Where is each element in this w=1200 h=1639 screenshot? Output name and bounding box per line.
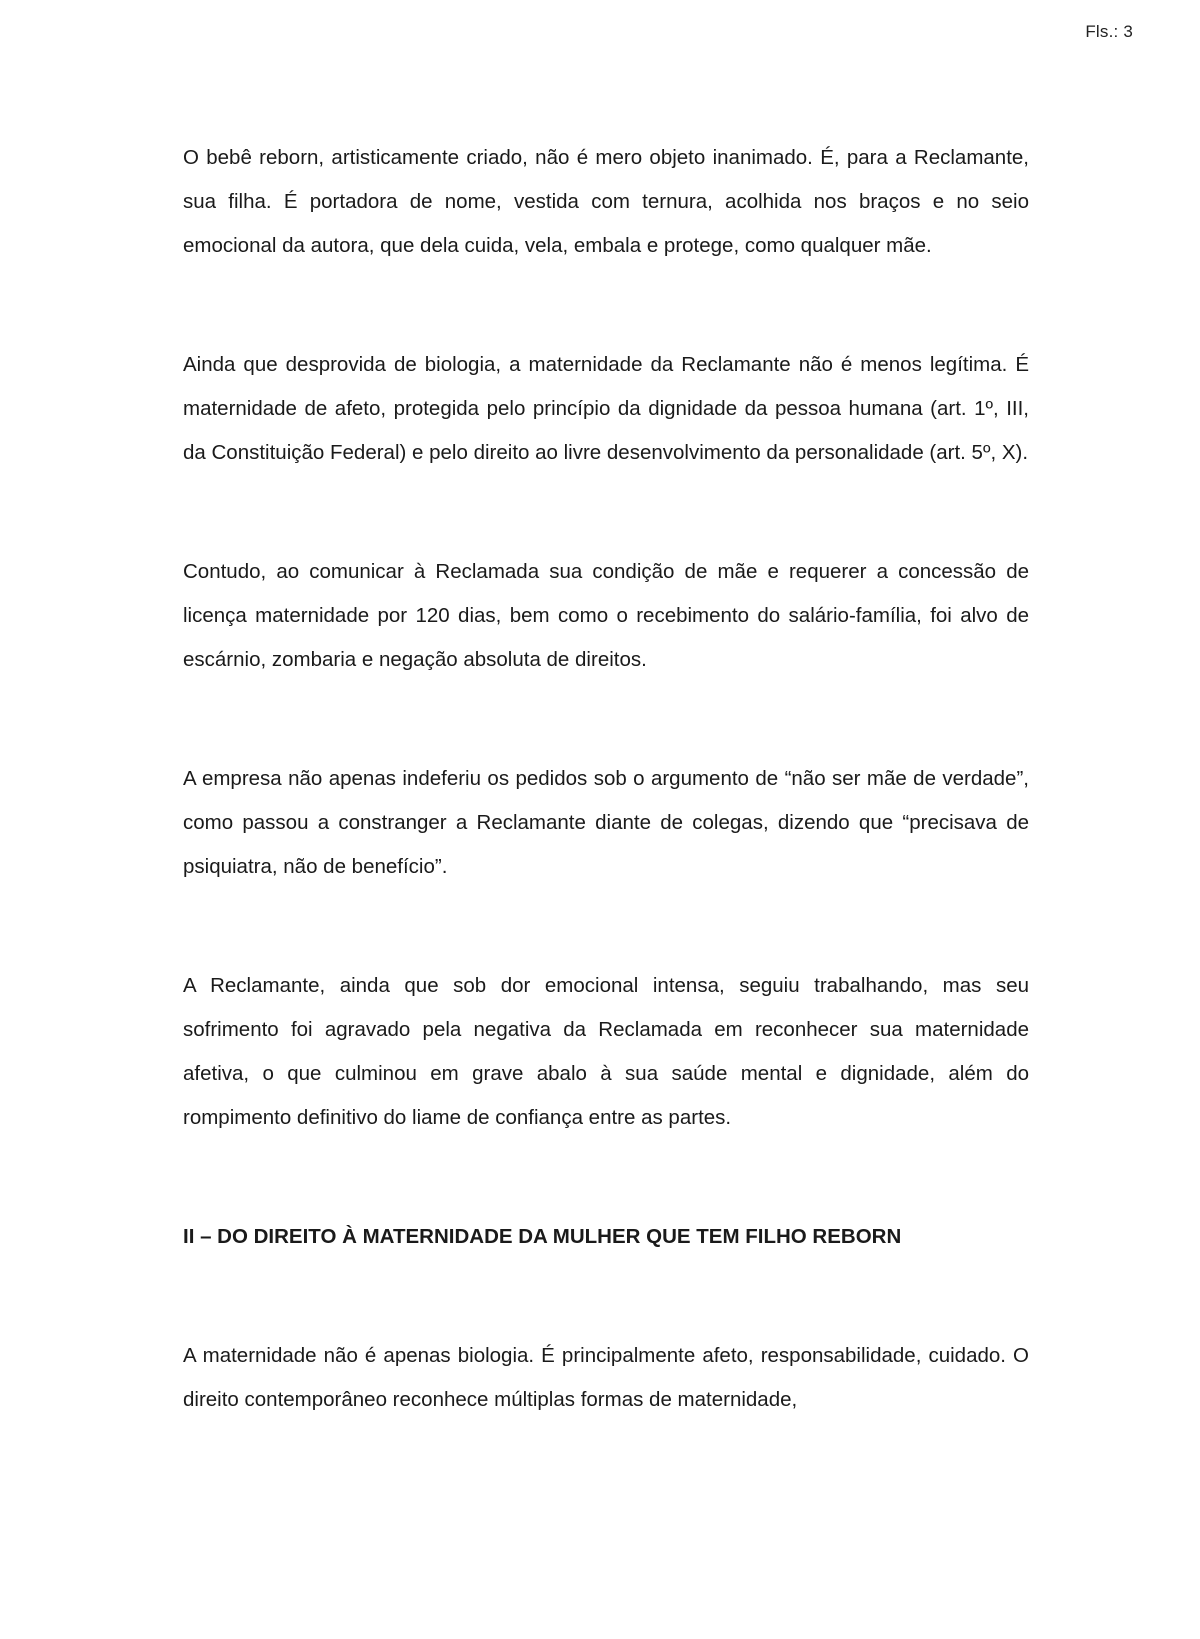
paragraph-maternity-definition: A maternidade não é apenas biologia. É principalmente afeto, responsabilidade, cuidado. O direito contemporâneo reconhece múltiplas formas de maternidade, [183,1344,1029,1411]
paragraph-company-refusal: A empresa não apenas indeferiu os pedidos sob o argumento de “não ser mãe de verdade”, como passou a constranger a Reclamante diante de colegas, dizendo que “precisava de psiquiatra, não de benefício”. [183,767,1029,878]
page-number: Fls.: 3 [1085,22,1133,41]
paragraph-emotional-harm: A Reclamante, ainda que sob dor emocional intensa, seguiu trabalhando, mas seu sofrimento foi agravado pela negativa da Reclamada em reconhecer sua maternidade afetiva, o que culminou em grave abalo à sua saúde mental e dignidade, além do rompimento definitivo do liame de confiança entre as partes. [183,974,1029,1129]
paragraph-affective-maternity: Ainda que desprovida de biologia, a maternidade da Reclamante não é menos legítima. É maternidade de afeto, protegida pelo princípio da dignidade da pessoa humana (art. 1º, III, da Constituição Federal) e pelo direito ao livre desenvolvimento da personalidade (art. 5º, X). [183,353,1029,464]
document-body [183,136,1029,1422]
paragraph-reborn-baby: O bebê reborn, artisticamente criado, não é mero objeto inanimado. É, para a Reclamante, sua filha. É portadora de nome, vestida com ternura, acolhida nos braços e no seio emocional da autora, que dela cuida, vela, embala e protege, como qualquer mãe. [183,146,1029,257]
paragraph-leave-request: Contudo, ao comunicar à Reclamada sua condição de mãe e requerer a concessão de licença maternidade por 120 dias, bem como o recebimento do salário-família, foi alvo de escárnio, zombaria e negação absoluta de direitos. [183,560,1029,671]
section-heading: II – DO DIREITO À MATERNIDADE DA MULHER QUE TEM FILHO REBORN [183,1225,902,1248]
